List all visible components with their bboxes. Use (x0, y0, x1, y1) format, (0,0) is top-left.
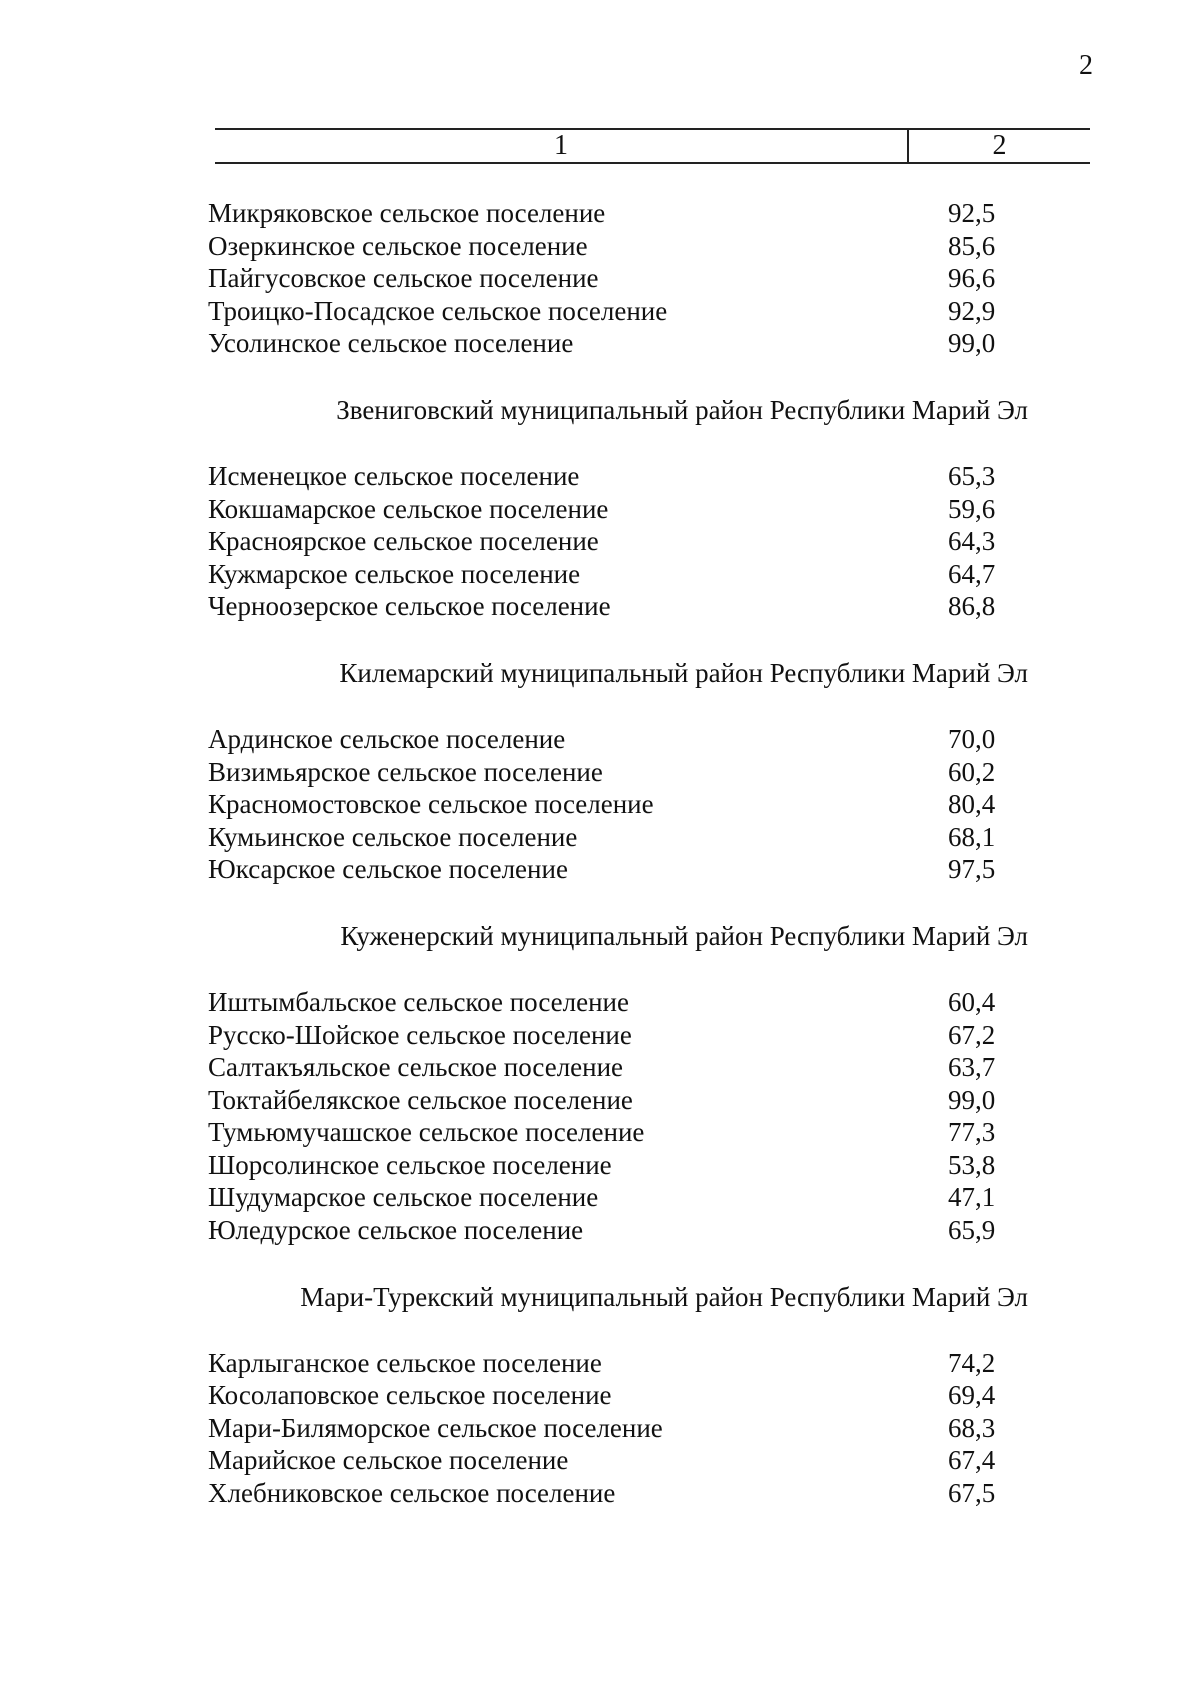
settlement-row (208, 723, 1028, 756)
settlement-value: 69,4 (948, 1380, 996, 1411)
settlement-name: Красномостовское сельское поселение (208, 789, 654, 820)
settlement-name: Кумьинское сельское поселение (208, 821, 578, 852)
settlement-name: Кокшамарское сельское поселение (208, 493, 609, 524)
settlement-row (208, 853, 1028, 886)
settlement-value: 97,5 (948, 854, 996, 885)
settlement-name: Шорсолинское сельское поселение (208, 1149, 612, 1180)
settlement-value: 85,6 (948, 230, 996, 261)
settlement-name: Тумьюмучашское сельское поселение (208, 1117, 645, 1148)
settlement-value: 47,1 (948, 1182, 996, 1213)
settlement-row (208, 1412, 1028, 1445)
district-title: Килемарский муниципальный район Республики Марий Эл (339, 657, 1028, 688)
district-section (208, 886, 1028, 1247)
settlement-row (208, 525, 1028, 558)
settlement-name: Усолинское сельское поселение (208, 328, 574, 359)
settlement-name: Карлыганское сельское поселение (208, 1347, 602, 1378)
district-section (208, 623, 1028, 886)
settlement-row (208, 1084, 1028, 1117)
settlement-name: Русско-Шойское сельское поселение (208, 1019, 632, 1050)
settlement-row (208, 493, 1028, 526)
settlement-row (208, 295, 1028, 328)
district-section (208, 360, 1028, 623)
settlement-row (208, 1149, 1028, 1182)
settlement-row (208, 1477, 1028, 1510)
settlement-row (208, 1379, 1028, 1412)
settlement-row (208, 756, 1028, 789)
settlement-value: 74,2 (948, 1347, 996, 1378)
settlement-value: 67,2 (948, 1019, 996, 1050)
settlement-value: 68,1 (948, 821, 996, 852)
settlement-row (208, 262, 1028, 295)
settlement-value: 60,2 (948, 756, 996, 787)
settlement-name: Черноозерское сельское поселение (208, 591, 611, 622)
settlement-row (208, 1214, 1028, 1247)
settlement-name: Микряковское сельское поселение (208, 198, 606, 228)
district-title: Мари-Турекский муниципальный район Республики Марий Эл (300, 1281, 1028, 1312)
settlement-name: Хлебниковское сельское поселение (208, 1478, 616, 1509)
settlement-value: 63,7 (948, 1052, 996, 1083)
settlement-value: 77,3 (948, 1117, 996, 1148)
header-column-1: 1 (554, 130, 568, 161)
settlement-name: Кужмарское сельское поселение (208, 558, 581, 589)
header-top-rule (215, 128, 1090, 130)
settlement-name: Мари-Биляморское сельское поселение (208, 1412, 663, 1443)
district-section (208, 1247, 1028, 1510)
settlement-row (208, 197, 1028, 230)
settlement-row (208, 1051, 1028, 1084)
settlement-name: Троицко-Посадское сельское поселение (208, 295, 668, 326)
settlement-value: 70,0 (948, 723, 996, 754)
table-header (215, 128, 1090, 162)
settlement-value: 53,8 (948, 1149, 996, 1180)
settlement-value: 99,0 (948, 1084, 996, 1115)
settlement-name: Марийское сельское поселение (208, 1445, 569, 1476)
settlement-name: Юледурское сельское поселение (208, 1215, 584, 1246)
header-column-2: 2 (992, 130, 1007, 161)
settlement-value: 64,3 (948, 526, 996, 557)
settlement-value: 65,9 (948, 1215, 996, 1246)
settlement-name: Салтакъяльское сельское поселение (208, 1052, 624, 1083)
settlement-value: 92,9 (948, 295, 996, 326)
district-section (208, 197, 1028, 360)
settlement-name: Токтайбелякское сельское поселение (208, 1084, 633, 1115)
settlement-row (208, 460, 1028, 493)
page-number: 2 (1079, 50, 1093, 81)
settlement-value: 86,8 (948, 591, 996, 622)
district-title: Куженерский муниципальный район Республики Марий Эл (340, 920, 1028, 951)
settlement-value: 92,5 (948, 198, 996, 228)
settlement-name: Косолаповское сельское поселение (208, 1380, 612, 1411)
settlement-row (208, 327, 1028, 360)
settlement-row (208, 788, 1028, 821)
settlement-row (208, 1116, 1028, 1149)
settlement-name: Красноярское сельское поселение (208, 526, 599, 557)
settlement-value: 67,5 (948, 1478, 996, 1509)
settlement-name: Ардинское сельское поселение (208, 723, 566, 754)
settlement-row (208, 1347, 1028, 1380)
settlement-name: Пайгусовское сельское поселение (208, 263, 599, 294)
settlement-name: Озеркинское сельское поселение (208, 230, 588, 261)
header-bottom-rule (215, 162, 1090, 164)
settlement-name: Иштымбальское сельское поселение (208, 986, 629, 1017)
settlement-name: Шудумарское сельское поселение (208, 1182, 599, 1213)
settlement-row (208, 986, 1028, 1019)
settlement-list (208, 197, 1028, 1510)
settlement-value: 80,4 (948, 789, 996, 820)
settlement-value: 64,7 (948, 558, 996, 589)
settlement-row (208, 1444, 1028, 1477)
settlement-value: 68,3 (948, 1412, 996, 1443)
settlement-row (208, 590, 1028, 623)
settlement-value: 96,6 (948, 263, 996, 294)
settlement-name: Исменецкое сельское поселение (208, 460, 580, 491)
settlement-value: 99,0 (948, 328, 996, 359)
settlement-row (208, 230, 1028, 263)
settlement-name: Визимьярское сельское поселение (208, 756, 603, 787)
settlement-value: 59,6 (948, 493, 996, 524)
settlement-row (208, 821, 1028, 854)
settlement-value: 60,4 (948, 986, 996, 1017)
settlement-value: 67,4 (948, 1445, 996, 1476)
settlement-name: Юксарское сельское поселение (208, 854, 568, 885)
settlement-row (208, 1181, 1028, 1214)
settlement-row (208, 1019, 1028, 1052)
settlement-row (208, 558, 1028, 591)
district-title: Звениговский муниципальный район Республики Марий Эл (336, 394, 1028, 425)
settlement-value: 65,3 (948, 460, 996, 491)
